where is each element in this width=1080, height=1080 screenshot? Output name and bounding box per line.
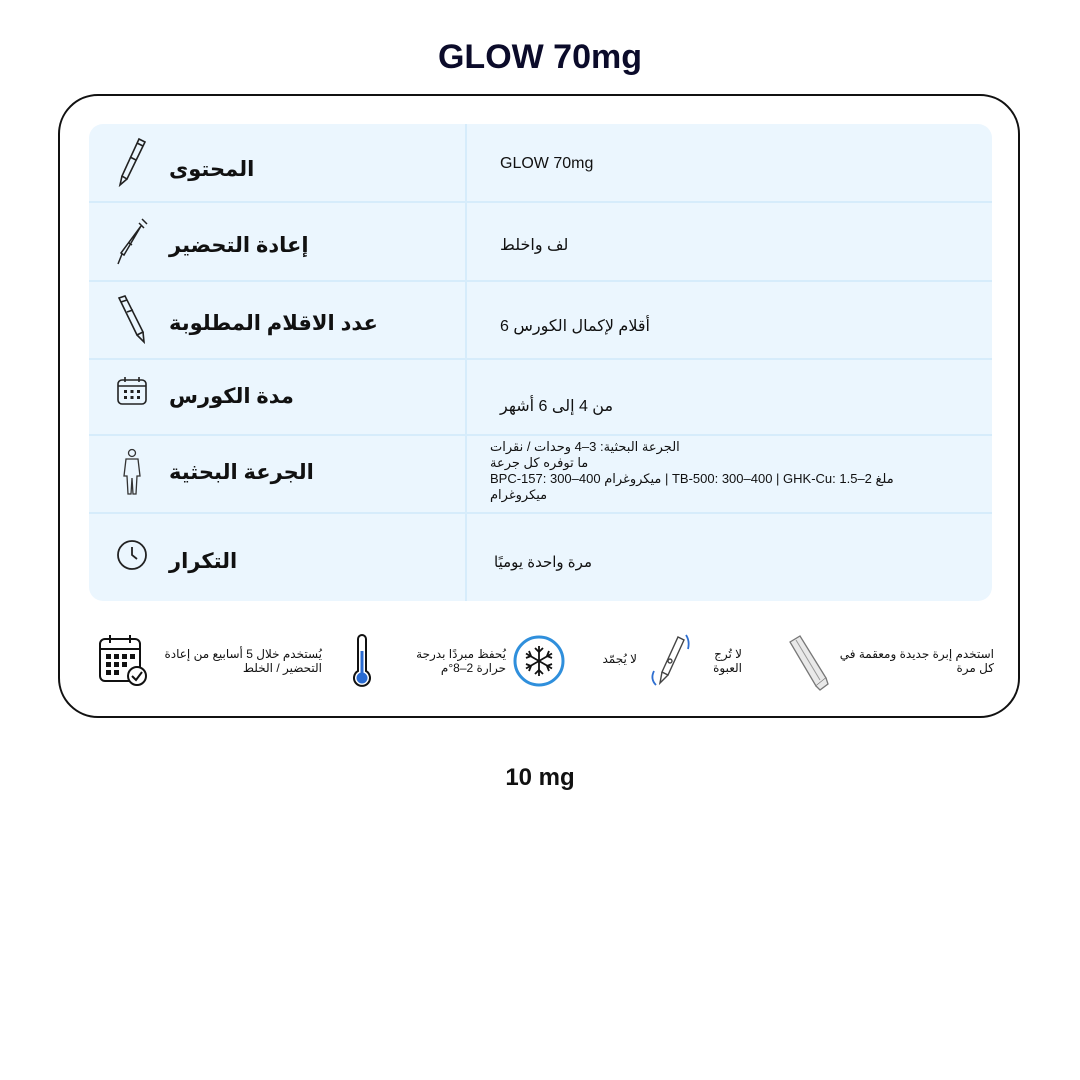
dose-line: ما توفره كل جرعة [490,455,589,470]
dosage-label: 10 mg [505,764,575,791]
info-table [89,124,992,601]
footer-text: لا يُجمّد [602,652,637,666]
dropper-icon [115,217,149,267]
product-info-card [58,94,1020,718]
calendar-check-icon [98,633,148,693]
row-label: مدة الكورس [169,385,294,408]
row-value: مرة واحدة يوميًا [494,554,592,571]
footer-text: يُحفظ مبردًا بدرجة حرارة 2–8°م [416,647,506,675]
table-row [89,360,992,434]
body-icon [115,448,149,498]
snowflake-icon [512,634,566,694]
row-label: إعادة التحضير [169,234,309,257]
footer-text: يُستخدم خلال 5 أسابيع من إعادة التحضير / الخلط [164,647,322,675]
table-row [89,514,992,601]
dose-line: ميكروغرام [490,487,548,502]
dose-line: الجرعة البحثية: 3–4 وحدات / نقرات [490,439,680,454]
clock-icon [115,538,149,572]
row-value: GLOW 70mg [500,155,594,172]
row-value: من 4 إلى 6 أشهر [500,398,614,415]
dose-details [490,439,970,503]
footer-text: استخدم إبرة جديدة ومعقمة في كل مرة [839,647,994,675]
row-label: عدد الاقلام المطلوبة [169,312,378,335]
table-row [89,203,992,280]
shake-icon [648,631,692,691]
calendar-icon [115,373,149,409]
page-title: GLOW 70mg [437,38,643,76]
pen-icon [115,294,149,344]
row-label: الجرعة البحثية [169,461,314,484]
thermometer-icon [350,633,374,693]
row-label: المحتوى [169,158,255,181]
needle-icon [786,634,830,694]
table-row [89,282,992,358]
row-label: التكرار [169,550,238,573]
row-value: أقلام لإكمال الكورس 6 [500,318,650,335]
pen-icon [115,137,149,187]
dose-line: BPC-157: 300–400 ميكروغرام | TB-500: 300–400 | GHK-Cu: 1.5–2 ملغ [490,471,894,486]
footer-text: لا تُرج العبوة [713,647,742,675]
table-row [89,124,992,202]
row-value: لف واخلط [500,237,569,254]
